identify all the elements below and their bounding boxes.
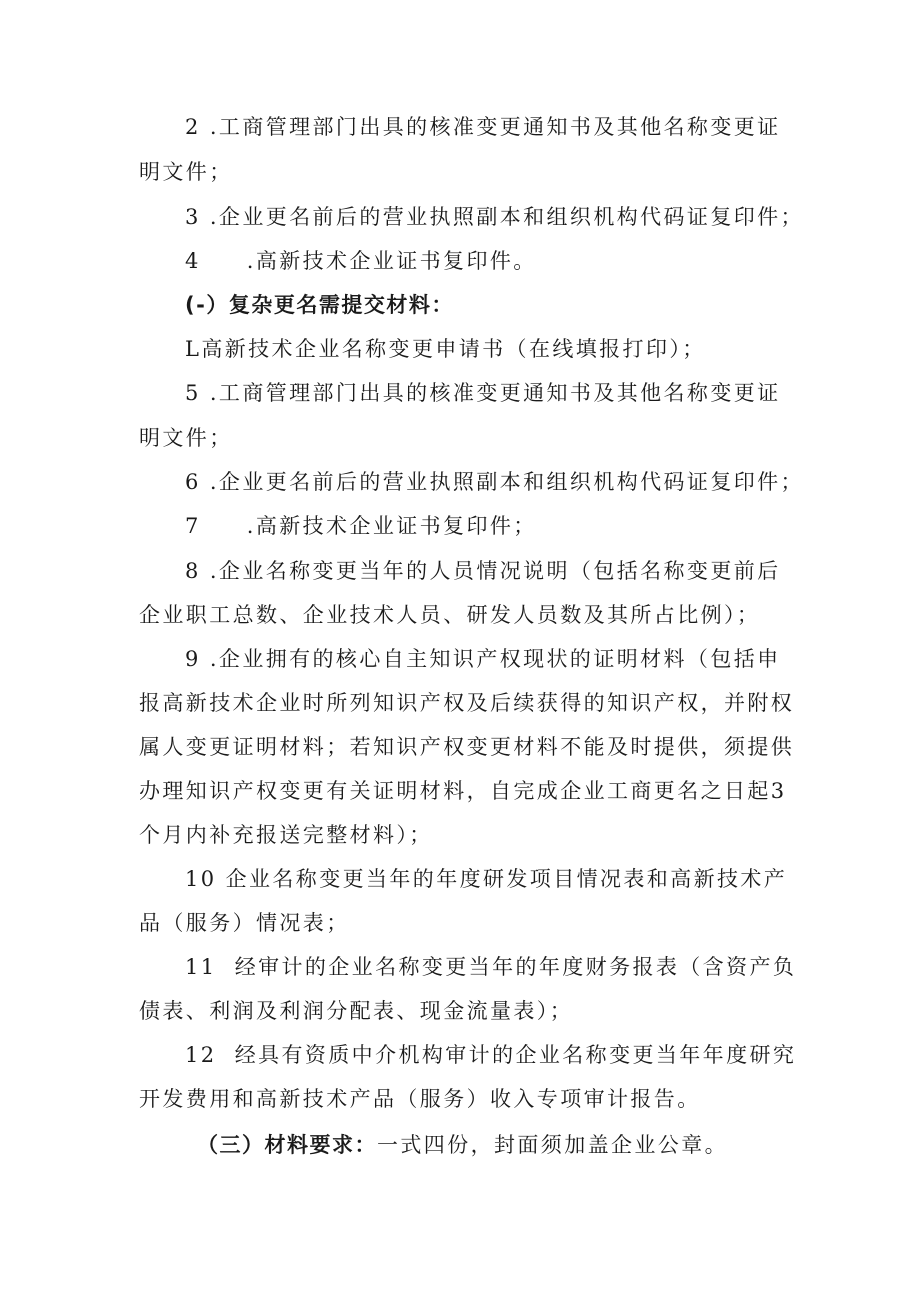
item-9-line: [185, 644, 781, 674]
item-5-line: [185, 378, 781, 408]
item-number: 10: [185, 867, 217, 891]
item-9-continuation-3: 办理知识产权变更有关证明材料，自完成企业工商更名之日起3: [139, 779, 787, 803]
item-number: 8: [185, 559, 201, 583]
item-number: 9: [185, 647, 201, 671]
item-10-continuation: 品（服务）情况表；: [139, 911, 350, 935]
item-text: 高新技术企业名称变更申请书（在线填报打印）；: [201, 337, 706, 361]
item-6-line: [185, 467, 804, 497]
item-8-line: [185, 556, 781, 586]
item-12-continuation: 开发费用和高新技术产品（服务）收入专项审计报告。: [139, 1087, 701, 1111]
item-2-continuation: 明文件；: [139, 160, 233, 184]
item-9-continuation-4: 个月内补充报送完整材料）；: [139, 823, 433, 847]
item-number: 7: [185, 514, 201, 538]
item-text: .企业更名前后的营业执照副本和组织机构代码证复印件；: [209, 470, 804, 494]
item-text: .企业更名前后的营业执照副本和组织机构代码证复印件；: [209, 205, 804, 229]
item-text: .企业拥有的核心自主知识产权现状的证明材料（包括申: [209, 647, 781, 671]
item-9-continuation-1: 报高新技术企业时所列知识产权及后续获得的知识产权，并附权: [139, 691, 795, 715]
item-number: 12: [185, 1043, 217, 1067]
item-text: .企业名称变更当年的人员情况说明（包括名称变更前后: [209, 559, 781, 583]
item-11-continuation: 债表、利润及利润分配表、现金流量表）；: [139, 999, 574, 1023]
item-number: 11: [185, 955, 217, 979]
item-2-line: [185, 112, 781, 142]
item-text: .工商管理部门出具的核准变更通知书及其他名称变更证: [209, 115, 781, 139]
item-8-continuation: 企业职工总数、企业技术人员、研发人员数及其所占比例）；: [139, 603, 761, 627]
item-text: 经具有资质中介机构审计的企业名称变更当年年度研究: [234, 1043, 797, 1067]
item-9-continuation-2: 属人变更证明材料；若知识产权变更材料不能及时提供，须提供: [139, 735, 795, 759]
item-3-line: [185, 202, 804, 232]
item-7-line: [185, 511, 537, 541]
item-11-line: [185, 952, 796, 982]
item-l-line: [185, 334, 706, 364]
item-text: 经审计的企业名称变更当年的年度财务报表（含资产负: [234, 955, 797, 979]
item-text: .高新技术企业证书复印件。: [246, 249, 537, 273]
item-number: 5: [185, 381, 201, 405]
item-text: .高新技术企业证书复印件；: [246, 514, 537, 538]
item-12-line: [185, 1040, 796, 1070]
section-3-line: [197, 1130, 728, 1160]
item-4-line: [185, 246, 537, 276]
item-number: 6: [185, 470, 201, 494]
item-text: .工商管理部门出具的核准变更通知书及其他名称变更证: [209, 381, 781, 405]
section-3-text: 一式四份，封面须加盖企业公章。: [377, 1133, 728, 1157]
item-number: 3: [185, 205, 201, 229]
item-number: 4: [185, 249, 201, 273]
section-2-heading: (-）复杂更名需提交材料：: [185, 293, 454, 317]
item-number: L: [185, 337, 202, 361]
section-3-heading: （三）材料要求：: [197, 1133, 377, 1157]
item-10-line: [185, 864, 787, 894]
item-text: 企业名称变更当年的年度研发项目情况表和高新技术产: [225, 867, 788, 891]
item-5-continuation: 明文件；: [139, 426, 233, 450]
item-number: 2: [185, 115, 201, 139]
